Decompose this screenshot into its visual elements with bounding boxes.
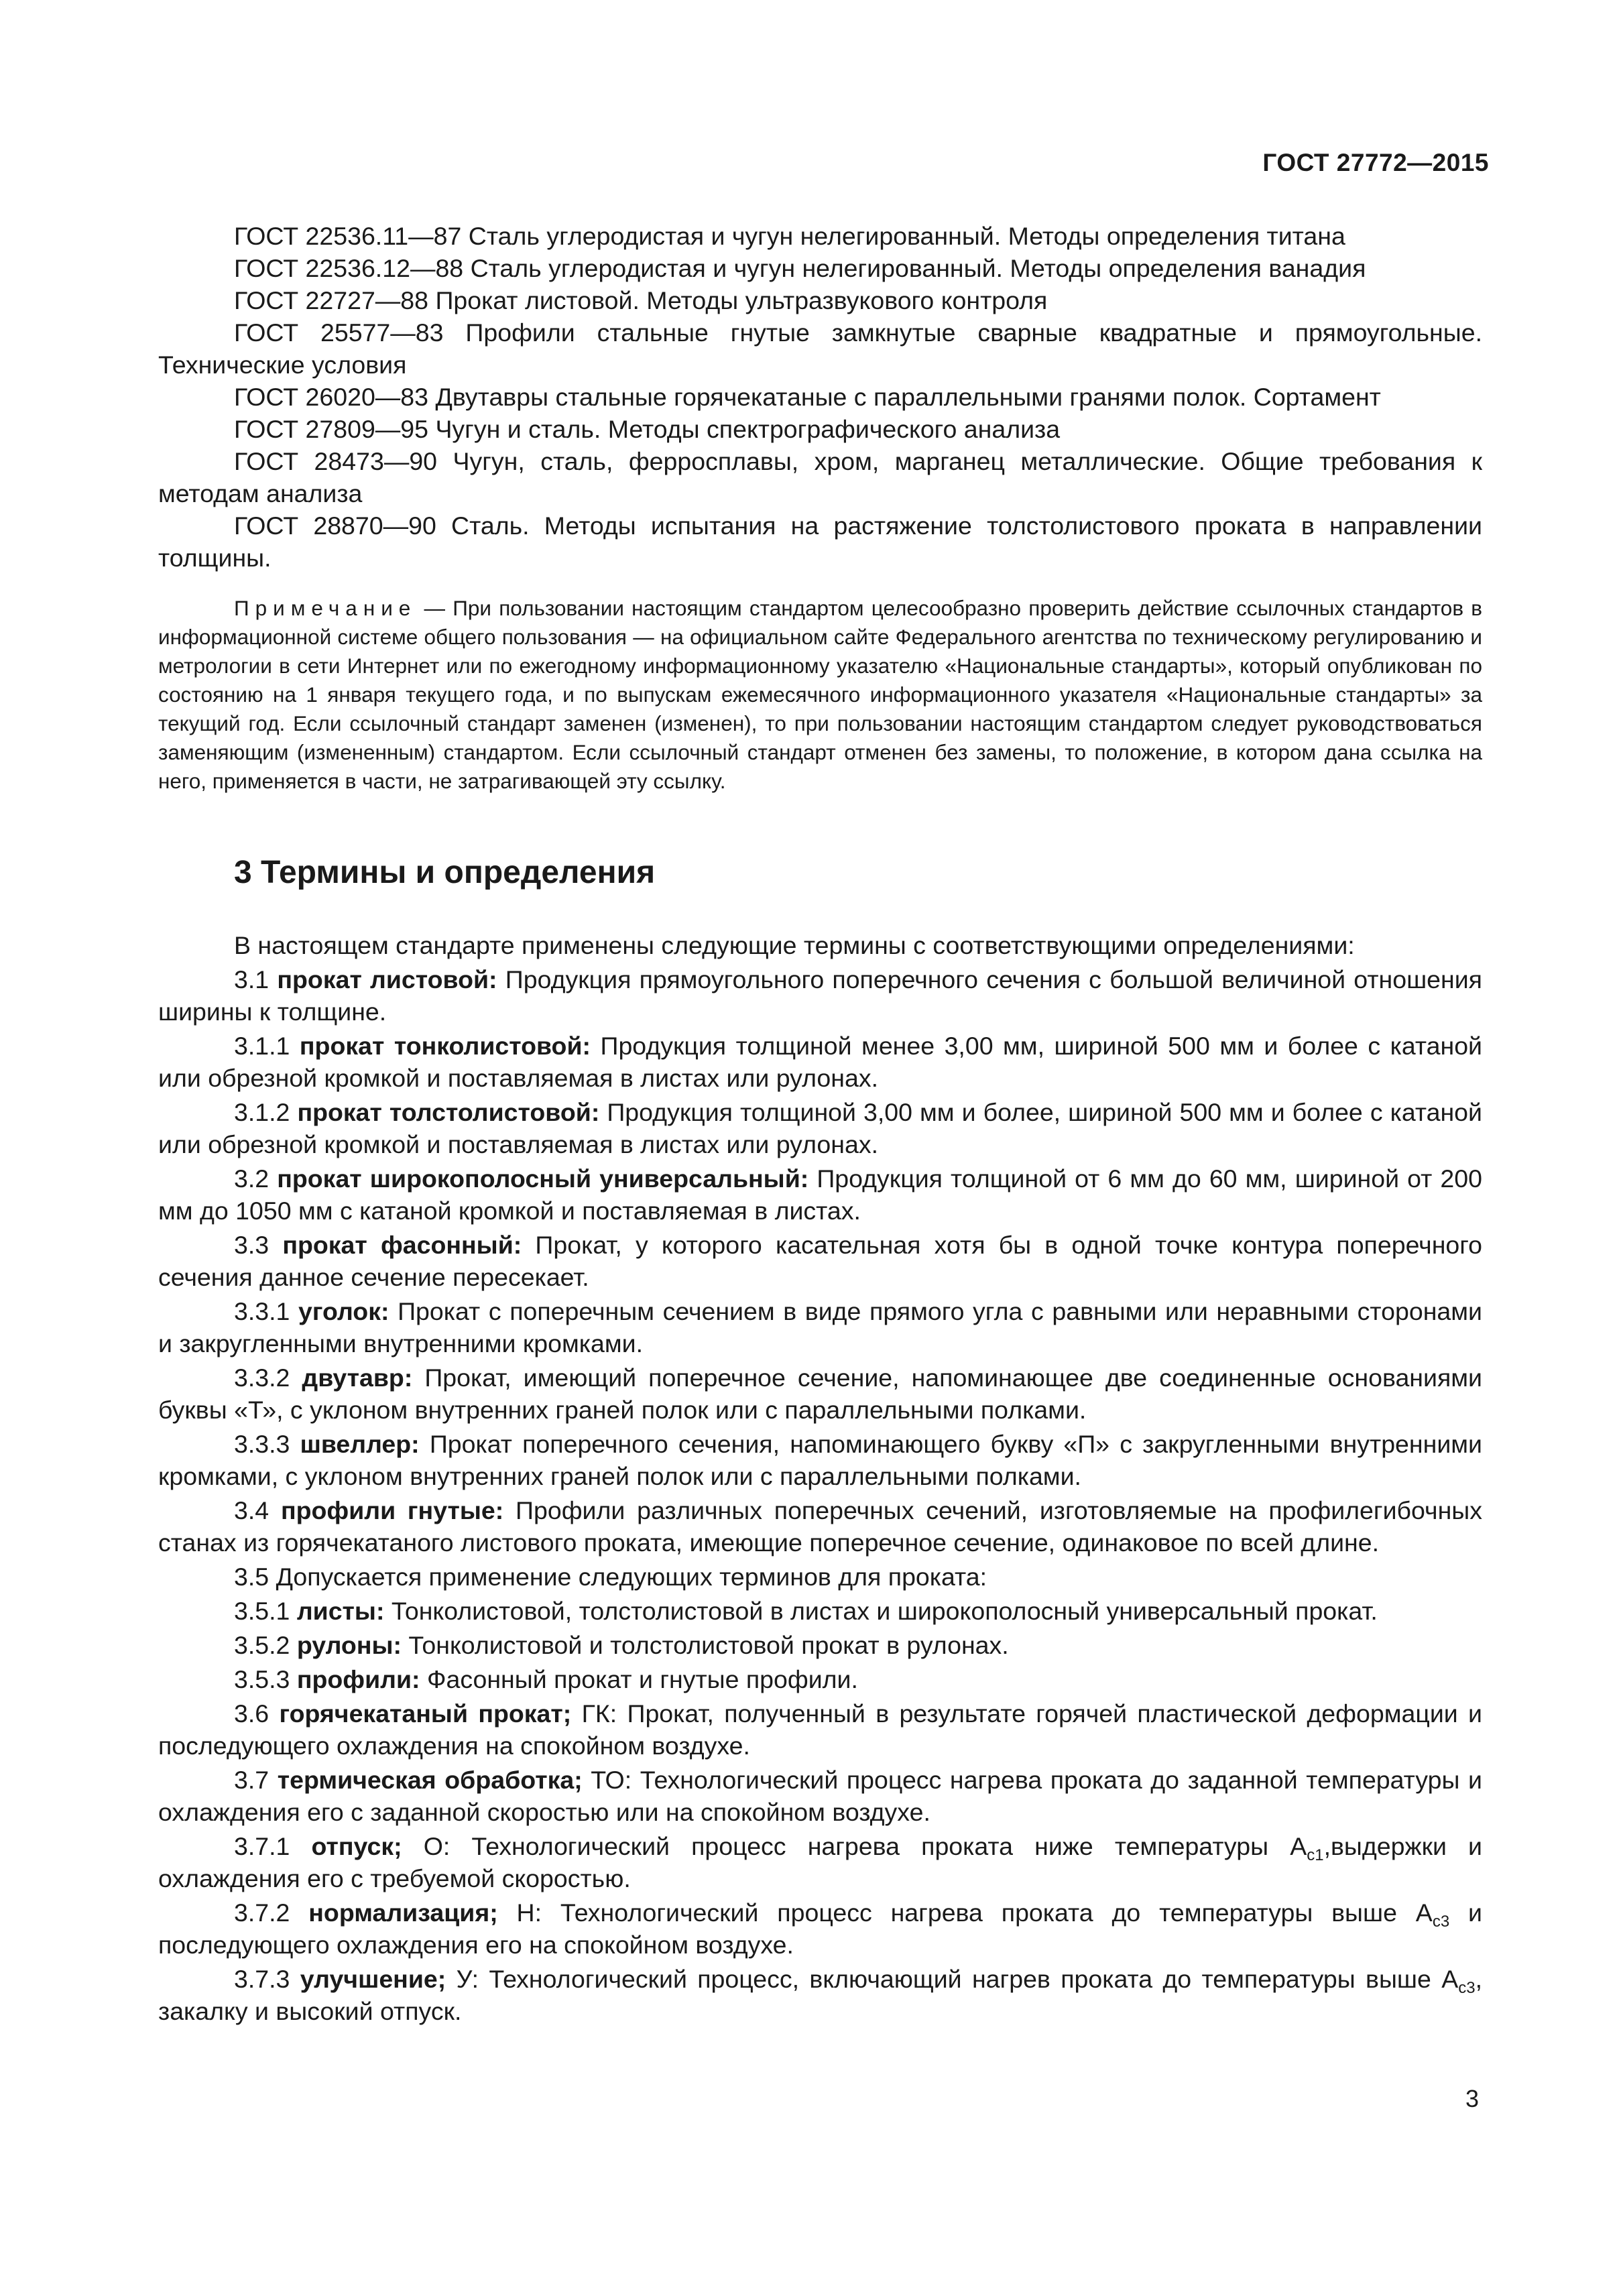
term-subscript: c3 [1458, 1979, 1476, 1997]
term-text: Профили различных поперечных сечений, изготовляемые на профилегибочных станах из горячекатаного листового проката, имеющие поперечное сечение, одинаковое по всей длине. [158, 1496, 1482, 1557]
term-name: прокат широкополосный универсальный: [277, 1164, 809, 1193]
page-number: 3 [1465, 2085, 1479, 2112]
term-definition [158, 1629, 1482, 1661]
term-text-continued: и последующего охлаждения его на спокойном воздухе. [158, 1898, 1482, 1959]
term-definition [158, 1595, 1482, 1627]
term-name: прокат тонколистовой: [299, 1032, 591, 1060]
note-paragraph [158, 594, 1482, 796]
term-text: Тонколистовой, толстолистовой в листах и широкополосный универсальный прокат. [384, 1597, 1378, 1625]
term-text-continued: ,выдержки и охлаждения его с требуемой скоростью. [158, 1832, 1483, 1892]
term-name: прокат листовой: [277, 965, 497, 993]
term-name: термическая обработка; [277, 1766, 583, 1794]
term-name: листы: [296, 1597, 385, 1625]
term-name: уголок: [298, 1297, 389, 1325]
term-name: горячекатаный прокат; [279, 1699, 572, 1728]
term-number: 3.1.1 [234, 1032, 300, 1060]
term-number: 3.3.3 [234, 1430, 300, 1458]
reference-item: ГОСТ 26020—83 Двутавры стальные горячекатаные с параллельными гранями полок. Сортамент [234, 383, 1381, 411]
term-number: 3.1 [234, 965, 278, 993]
term-definition [158, 1030, 1482, 1094]
normative-references-list [158, 220, 1482, 574]
term-number: 3.2 [234, 1164, 278, 1193]
term-number: 3.7.3 [234, 1965, 300, 1993]
term-name: швеллер: [300, 1430, 420, 1458]
term-text: Допускается применение следующих терминов для проката: [276, 1563, 987, 1591]
term-definition [158, 1494, 1482, 1559]
term-name: прокат толстолистовой: [297, 1098, 600, 1126]
term-name: улучшение; [300, 1965, 446, 1993]
term-name: нормализация; [308, 1898, 498, 1927]
term-text: Продукция толщиной от 6 мм до 60 мм, шириной от 200 мм до 1050 мм с катаной кромкой и поставляемая в листах. [158, 1164, 1482, 1225]
terms-intro: В настоящем стандарте применены следующие термины с соответствующими определениями: [234, 931, 1355, 959]
term-definition [158, 1896, 1482, 1961]
term-number: 3.5.3 [234, 1665, 297, 1693]
term-number: 3.5.2 [234, 1631, 297, 1659]
term-text: О: Технологический процесс нагрева проката ниже температуры A [402, 1832, 1307, 1860]
term-subscript: c3 [1432, 1913, 1450, 1931]
term-definition [158, 1764, 1482, 1828]
reference-item: ГОСТ 28870—90 Сталь. Методы испытания на растяжение толстолистового проката в направлении толщины. [158, 511, 1482, 572]
reference-item: ГОСТ 22536.11—87 Сталь углеродистая и чугун нелегированный. Методы определения титана [234, 222, 1345, 250]
term-text: Прокат, имеющий поперечное сечение, напоминающее две соединенные основаниями буквы «Т», с уклоном внутренних граней полок или с параллельными полками. [158, 1364, 1482, 1424]
term-text: Прокат с поперечным сечением в виде прямого угла с равными или неравными сторонами и закругленными внутренними кромками. [158, 1297, 1482, 1357]
term-name: профили гнутые: [280, 1496, 504, 1524]
term-number: 3.5.1 [234, 1597, 297, 1625]
term-definition [158, 1561, 1482, 1593]
term-text: Продукция толщиной менее 3,00 мм, шириной 500 мм и более с катаной или обрезной кромкой и поставляемая в листах или рулонах. [158, 1032, 1482, 1092]
term-definition [158, 1963, 1482, 2027]
term-definition [158, 1295, 1482, 1360]
term-number: 3.3.1 [234, 1297, 299, 1325]
term-definition [158, 963, 1482, 1028]
term-number: 3.5 [234, 1563, 276, 1591]
term-definition [158, 1229, 1482, 1293]
note-text: — При пользовании настоящим стандартом целесообразно проверить действие ссылочных стандартов в информационной системе общего пользования — на официальном сайте Федерального агентства по техническому регулированию и метрологии в сети Интернет или по ежегодному информационному указателю «Национальные стандарты», который опубликован по состоянию на 1 января текущего года, и по выпускам ежемесячного информационного указателя «Национальные стандарты» за текущий год. Если ссылочный стандарт заменен (изменен), то при пользовании настоящим стандартом следует руководствоваться заменяющим (измененным) стандартом. Если ссылочный стандарт отменен без замены, то положение, в котором дана ссылка на него, применяется в части, не затрагивающей эту ссылку. [158, 596, 1482, 793]
term-text: Прокат поперечного сечения, напоминающего букву «П» с закругленными внутренними кромками, с уклоном внутренних граней полок или с параллельными полками. [158, 1430, 1482, 1490]
term-number: 3.7 [234, 1766, 278, 1794]
reference-item: ГОСТ 25577—83 Профили стальные гнутые замкнутые сварные квадратные и прямоугольные. Технические условия [158, 318, 1482, 379]
term-definition [158, 1697, 1482, 1762]
term-text: Н: Технологический процесс нагрева проката до температуры выше A [497, 1898, 1433, 1927]
term-name: двутавр: [302, 1364, 413, 1392]
term-number: 3.3.2 [234, 1364, 302, 1392]
term-text: Фасонный прокат и гнутые профили. [420, 1665, 858, 1693]
term-name: прокат фасонный: [282, 1231, 522, 1259]
note-label: Примечание [234, 596, 417, 620]
term-text: ГК: Прокат, полученный в результате горячей пластической деформации и последующего охлаждения на спокойном воздухе. [158, 1699, 1482, 1760]
section-title: 3 Термины и определения [234, 855, 656, 890]
reference-item: ГОСТ 28473—90 Чугун, сталь, ферросплавы, хром, марганец металлические. Общие требования к методам анализа [158, 447, 1482, 507]
term-text: Продукция прямоугольного поперечного сечения с большой величиной отношения ширины к толщине. [158, 965, 1482, 1026]
reference-item: ГОСТ 22727—88 Прокат листовой. Методы ультразвукового контроля [234, 286, 1048, 314]
term-definition [158, 1162, 1482, 1227]
term-number: 3.7.2 [234, 1898, 309, 1927]
term-definition [158, 1830, 1482, 1894]
term-definition [158, 1428, 1482, 1492]
term-text: Прокат, у которого касательная хотя бы в одной точке контура поперечного сечения данное сечение пересекает. [158, 1231, 1482, 1291]
term-name: рулоны: [296, 1631, 402, 1659]
document-id-header: ГОСТ 27772—2015 [1262, 149, 1489, 176]
terms-list [158, 929, 1482, 2029]
term-number: 3.1.2 [234, 1098, 298, 1126]
reference-item: ГОСТ 22536.12—88 Сталь углеродистая и чугун нелегированный. Методы определения ванадия [234, 254, 1366, 282]
term-definition [158, 1362, 1482, 1426]
term-text-continued: , закалку и высокий отпуск. [158, 1965, 1482, 2025]
term-number: 3.3 [234, 1231, 283, 1259]
term-number: 3.4 [234, 1496, 281, 1524]
term-text: ТО: Технологический процесс нагрева проката до заданной температуры и охлаждения его с заданной скоростью или на спокойном воздухе. [158, 1766, 1482, 1826]
reference-item: ГОСТ 27809—95 Чугун и сталь. Методы спектрографического анализа [234, 415, 1061, 443]
term-text: Тонколистовой и толстолистовой прокат в рулонах. [402, 1631, 1009, 1659]
term-text: У: Технологический процесс, включающий нагрев проката до температуры выше A [446, 1965, 1459, 1993]
term-text: Продукция толщиной 3,00 мм и более, шириной 500 мм и более с катаной или обрезной кромкой и поставляемая в листах или рулонах. [158, 1098, 1482, 1158]
term-name: профили: [296, 1665, 420, 1693]
term-subscript: c1 [1307, 1846, 1324, 1864]
term-definition [158, 1663, 1482, 1695]
term-number: 3.6 [234, 1699, 280, 1728]
term-number: 3.7.1 [234, 1832, 312, 1860]
term-name: отпуск; [311, 1832, 402, 1860]
term-definition [158, 1096, 1482, 1160]
